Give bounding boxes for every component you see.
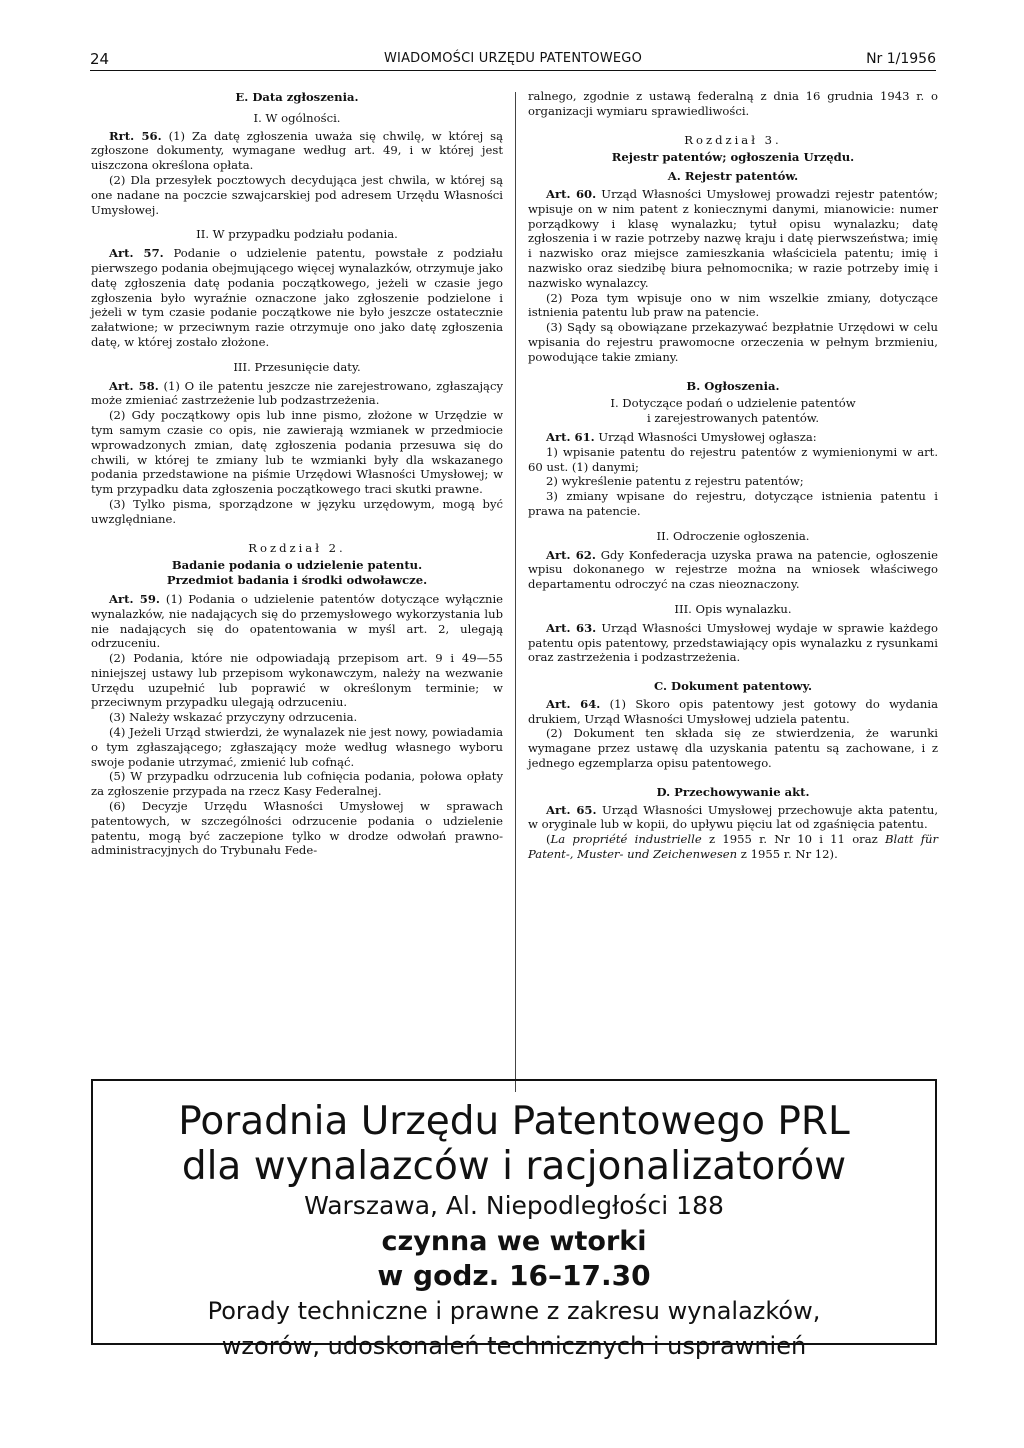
article-paragraph: Rrt. 56. (1) Za datę zgłoszenia uważa się chwilę, w której są zgłoszone dokumenty, wymagane według art. 49, i w której jest uiszczona określona opłata. [91, 128, 504, 173]
ad-opening-hours: w godz. 16–17.30 [377, 1259, 651, 1292]
article-paragraph: (4) Jeżeli Urząd stwierdzi, że wynalazek nie jest nowy, powiadamia o tym zgłaszającego; zgłaszający może według własnego wyboru swoje podanie utrzymać, zmienić lub cofnąć. [91, 725, 503, 769]
list-item: 1) wpisanie patentu do rejestru patentów z wymienionymi w art. 60 ust. (1) danymi; [528, 444, 938, 474]
article-paragraph: Art. 59. (1) Podania o udzielenie patentów dotyczące wyłącznie wynalazków, nie nadających się do przemysłowego wykorzystania lub nie nadających się do opatentowania w myśl art. 2, ulegają odrzuceniu. [91, 591, 504, 651]
section-heading: B. Ogłoszenia. [686, 378, 780, 393]
chapter-subtitle: Przedmiot badania i środki odwoławcze. [166, 573, 428, 588]
section-heading: C. Dokument patentowy. [653, 679, 813, 694]
article-paragraph: Art. 62. Gdy Konfederacja uzyska prawa na patencie, ogłoszenie wpisu dokonanego w rejestrze można na wniosek właściwego departamentu odroczyć na czas nieoznaczony. [528, 547, 939, 592]
journal-title: WIADOMOŚCI URZĘDU PATENTOWEGO [383, 51, 642, 66]
ad-title-line1: Poradnia Urzędu Patentowego PRL [178, 1099, 850, 1144]
chapter-heading: Rozdział 3. [684, 132, 782, 147]
article-paragraph: Art. 63. Urząd Własności Umysłowej wydaje w sprawie każdego patentu opis patentowy, przedstawiający opis wynalazku z rysunkami oraz zastrzeżenia i podzastrzeżenia. [528, 620, 938, 665]
article-paragraph: Art. 61. Urząd Własności Umysłowej ogłasza: [546, 429, 817, 444]
ad-description-line1: Porady techniczne i prawne z zakresu wynalazków, [207, 1297, 821, 1325]
article-paragraph: Art. 57. Podanie o udzielenie patentu, powstałe z podziału pierwszego podania obejmującego więcej wynalazków, otrzymuje jako datę zgłoszenia datę podania początkowego, jeżeli w czasie jego zgłoszenia było wyraźnie oznaczone jako zgłoszenie podzielone i jeżeli w tym czasie podanie początkowe nie było jeszcze ostatecznie załatwione; w przeciwnym razie otrzymuje ono jako datę zgłoszenia datę, w której zostało złożone. [91, 246, 504, 349]
source-citation: (La propriété industrielle z 1955 r. Nr 10 i 11 oraz Blatt für Patent-, Muster- und Zeichenwesen z 1955 r. Nr 12). [528, 832, 939, 862]
article-number: Rrt. 56. [109, 128, 162, 143]
section-heading: E. Data zgłoszenia. [235, 90, 359, 104]
subsection-heading: II. W przypadku podziału podania. [196, 227, 398, 242]
section-heading: D. Przechowywanie akt. [656, 784, 810, 799]
article-paragraph: (2) Podania, które nie odpowiadają przepisom art. 9 i 49—55 niniejszej ustawy lub przepisom wykonawczym, należy na wezwanie Urzędu uzupełnić lub poprawić w określonym terminie; w przeciwnym przypadku ulegają odrzuceniu. [91, 651, 503, 710]
article-paragraph: (2) Poza tym wpisuje ono w nim wszelkie zmiany, dotyczące istnienia patentu lub praw na patencie. [528, 290, 938, 320]
article-paragraph: (6) Decyzje Urzędu Własności Umysłowej w sprawach patentowych, w szczególności odrzucenie podania o udzielenie patentu, mogą być zaczepione tylko w drodze odwołań prawno-administracyjnych do Trybunału Fede- [91, 799, 503, 858]
article-paragraph: (2) Dla przesyłek pocztowych decydująca jest chwila, w której są one nadane na poczcie szwajcarskiej pod adresem Urzędu Własności Umysłowej. [91, 172, 503, 217]
article-number: Art. 61. [546, 429, 595, 444]
ad-opening-days: czynna we wtorki [381, 1226, 647, 1257]
list-item: 2) wykreślenie patentu z rejestru patentów; [546, 474, 804, 489]
article-number: Art. 64. [546, 696, 601, 711]
article-paragraph: (2) Gdy początkowy opis lub inne pismo, złożone w Urzędzie w tym samym czasie co opis, nie zawierają wzmianek w przedmiocie wprowadzonych zmian, datę zgłoszenia podania przesuwa się do chwili, w której te zmiany lub te wzmianki były dla wskazanego podania przedstawione na piśmie Urzędowi Własności Umysłowej; w tym przypadku data zgłoszenia początkowego traci skutki prawne. [91, 408, 503, 497]
right-column [528, 89, 938, 862]
article-paragraph: Art. 58. (1) O ile patentu jeszcze nie zarejestrowano, zgłaszający może zmieniać zastrzeżenie lub podzastrzeżenia. [91, 378, 504, 408]
article-paragraph: Art. 60. Urząd Własności Umysłowej prowadzi rejestr patentów; wpisuje on w nim patent z koniecznymi danymi, mianowicie: numer porządkowy i klasę wynalazku; tytuł opisu wynalazku; datę zgłoszenia i w razie potrzeby nazwę kraju i datę pierwszeństwa; imię i nazwisko oraz miejsce zamieszkania właściciela patentu; imię i nazwisko oraz siedzibę biura pełnomocnika; w razie potrzeby imię i nazwisko wynalazcy. [528, 186, 939, 290]
article-number: Art. 62. [546, 547, 596, 562]
ad-address: Warszawa, Al. Niepodległości 188 [304, 1191, 724, 1220]
article-paragraph: Art. 65. Urząd Własności Umysłowej przechowuje akta patentu, w oryginale lub w kopii, do upływu pięciu lat od zgaśnięcia patentu. [528, 802, 939, 832]
column-divider [515, 92, 516, 1092]
continued-paragraph: ralnego, zgodnie z ustawą federalną z dnia 16 grudnia 1943 r. o organizacji wymiaru sprawiedliwości. [528, 89, 938, 118]
ad-title-line2: dla wynalazców i racjonalizatorów [181, 1144, 847, 1189]
article-number: Art. 57. [109, 246, 164, 261]
article-paragraph: (3) Tylko pisma, sporządzone w języku urzędowym, mogą być uwzględniane. [91, 496, 503, 526]
issue-number: Nr 1/1956 [866, 51, 936, 67]
article-paragraph: (3) Sądy są obowiązane przekazywać bezpłatnie Urzędowi w celu wpisania do rejestru prawomocne orzeczenia w pełnym brzmieniu, powodujące takie zmiany. [528, 320, 938, 364]
page-header [90, 44, 936, 71]
subsection-heading: III. Opis wynalazku. [674, 601, 792, 616]
article-paragraph: (5) W przypadku odrzucenia lub cofnięcia podania, połowa opłaty za zgłoszenie przypada na rzecz Kasy Federalnej. [91, 769, 503, 799]
subsection-heading: II. Odroczenie ogłoszenia. [656, 528, 810, 543]
chapter-heading: Rozdział 2. [248, 540, 346, 555]
chapter-title: Badanie podania o udzielenie patentu. [171, 558, 423, 573]
subsection-heading: III. Przesunięcie daty. [233, 359, 361, 374]
page-number: 24 [90, 50, 110, 68]
article-number: Art. 58. [109, 378, 159, 393]
left-column [91, 89, 503, 858]
ad-description-line2: wzorów, udoskonaleń technicznych i usprawnień [221, 1332, 807, 1360]
article-number: Art. 60. [546, 186, 597, 201]
subsection-heading: I. W ogólności. [253, 110, 341, 125]
article-number: Art. 63. [546, 620, 597, 635]
section-heading: A. Rejestr patentów. [667, 169, 799, 184]
list-item: 3) zmiany wpisane do rejestru, dotyczące istnienia patentu i prawa na patencie. [528, 489, 938, 518]
subsection-heading-cont: i zarejestrowanych patentów. [646, 411, 820, 426]
article-paragraph: Art. 64. (1) Skoro opis patentowy jest gotowy do wydania drukiem, Urząd Własności Umysłowej udziela patentu. [528, 696, 939, 726]
article-paragraph: (2) Dokument ten składa się ze stwierdzenia, że warunki wymagane przez ustawę dla uzyskania patentu są zachowane, i z jednego egzemplarza opisu patentowego. [528, 726, 938, 771]
advertisement-box [91, 1079, 937, 1360]
article-number: Art. 65. [546, 802, 597, 817]
chapter-title: Rejestr patentów; ogłoszenia Urzędu. [611, 150, 855, 165]
article-paragraph: (3) Należy wskazać przyczyny odrzucenia. [109, 710, 358, 725]
subsection-heading: I. Dotyczące podań o udzielenie patentów [610, 396, 856, 411]
article-number: Art. 59. [109, 591, 160, 606]
